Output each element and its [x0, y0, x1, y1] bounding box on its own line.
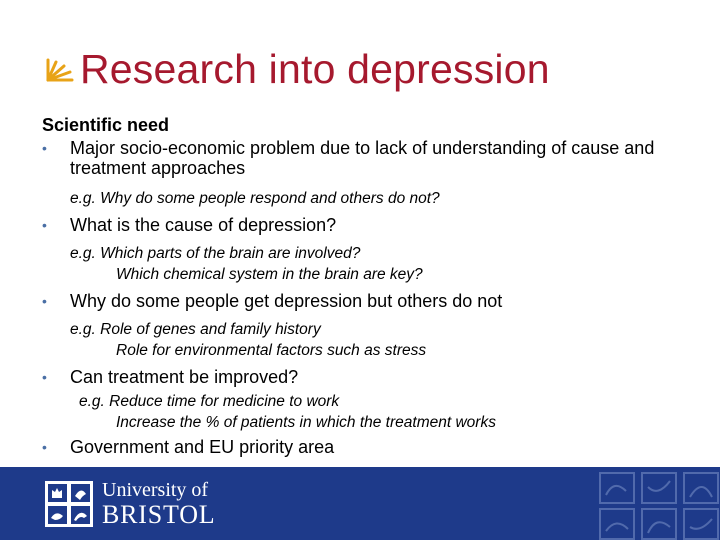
- example-line: e.g. Which parts of the brain are involved?: [70, 245, 361, 262]
- bullet-item: [42, 215, 692, 235]
- bullet-text: Why do some people get depression but others do not: [70, 291, 503, 311]
- bullet-text: Government and EU priority area: [70, 437, 335, 457]
- bullet-text: Can treatment be improved?: [70, 367, 299, 387]
- bullet-item: [42, 291, 692, 311]
- logo-line-university: University of: [102, 479, 209, 501]
- example-line: Increase the % of patients in which the treatment works: [116, 414, 496, 431]
- example-line: Which chemical system in the brain are key?: [116, 266, 423, 283]
- university-crest-icon: [44, 480, 94, 528]
- crest-watermark-icon: [590, 467, 720, 540]
- sunburst-icon: [40, 50, 78, 88]
- title-row: [40, 44, 550, 94]
- section-heading: Scientific need: [42, 115, 170, 135]
- example-line: e.g. Reduce time for medicine to work: [79, 393, 340, 410]
- university-logo: [44, 480, 215, 528]
- bullet-text: What is the cause of depression?: [70, 215, 337, 235]
- bullet-icon: •: [42, 369, 47, 385]
- bullet-icon: •: [42, 217, 47, 233]
- example-line: e.g. Role of genes and family history: [70, 321, 321, 338]
- example-line: e.g. Why do some people respond and others do not?: [70, 190, 440, 207]
- bullet-icon: •: [42, 439, 47, 455]
- logo-wordmark: [102, 480, 215, 528]
- bullet-item: [42, 437, 692, 457]
- bullet-icon: •: [42, 293, 47, 309]
- example-line: Role for environmental factors such as stress: [116, 342, 427, 359]
- bullet-item: [42, 367, 692, 387]
- slide-title: Research into depression: [80, 45, 550, 92]
- footer-band: [0, 467, 720, 540]
- logo-line-bristol: BRISTOL: [102, 500, 216, 529]
- slide-content: [42, 114, 692, 457]
- bullet-icon: •: [42, 140, 47, 156]
- bullet-text: Major socio-economic problem due to lack of understanding of cause and treatment approaches: [70, 138, 655, 178]
- bullet-item: [42, 138, 692, 178]
